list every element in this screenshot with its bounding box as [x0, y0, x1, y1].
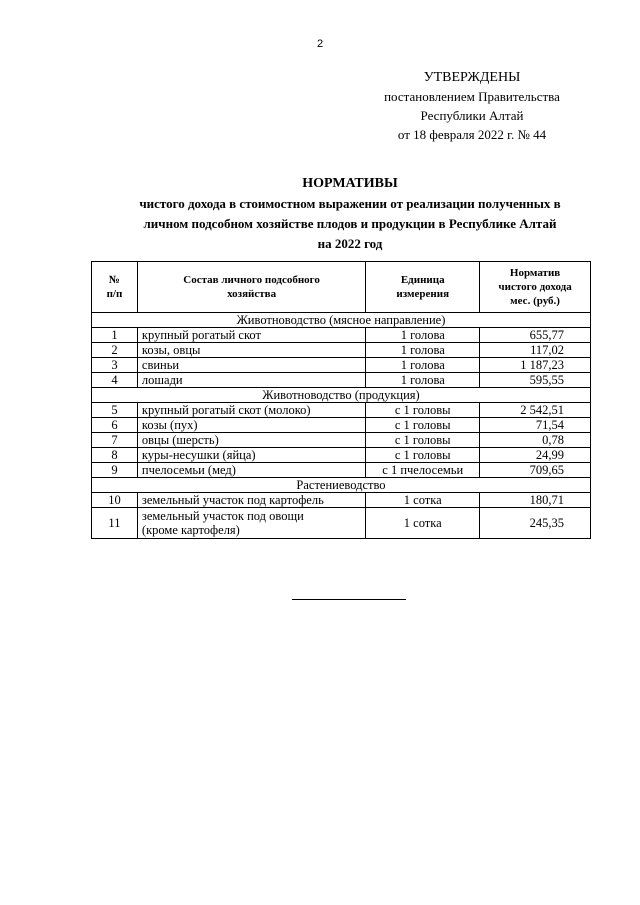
row-name: крупный рогатый скот	[137, 328, 365, 343]
approval-date: от 18 февраля 2022 г. № 44	[397, 127, 547, 142]
row-name: земельный участок под картофель	[137, 493, 365, 508]
table-row	[92, 328, 591, 343]
row-number: 6	[92, 418, 138, 433]
row-unit: 1 голова	[366, 343, 480, 358]
closing-line	[292, 599, 406, 600]
row-unit: 1 голова	[366, 358, 480, 373]
table-row	[92, 433, 591, 448]
row-unit: с 1 головы	[366, 448, 480, 463]
section-title: Растениеводство	[92, 478, 591, 493]
title-heading: НОРМАТИВЫ	[302, 176, 398, 191]
title-line: чистого дохода в стоимостном выражении от реализации полученных в	[139, 196, 561, 211]
section-title: Животноводство (продукция)	[92, 388, 591, 403]
row-number: 4	[92, 373, 138, 388]
row-value: 709,65	[480, 463, 591, 478]
section-row	[92, 313, 591, 328]
row-value: 0,78	[480, 433, 591, 448]
document-title	[98, 174, 602, 254]
table-row	[92, 418, 591, 433]
table-row	[92, 343, 591, 358]
row-unit: с 1 головы	[366, 433, 480, 448]
header-number: № п/п	[92, 262, 138, 313]
section-row	[92, 478, 591, 493]
approval-line: Республики Алтай	[420, 108, 524, 123]
row-number: 1	[92, 328, 138, 343]
row-number: 10	[92, 493, 138, 508]
section-title: Животноводство (мясное направление)	[92, 313, 591, 328]
row-value: 117,02	[480, 343, 591, 358]
approval-heading: УТВЕРЖДЕНЫ	[423, 70, 521, 85]
title-line: личном подсобном хозяйстве плодов и продукции в Республике Алтай	[143, 216, 557, 231]
approval-block	[360, 68, 584, 144]
table-row	[92, 358, 591, 373]
table-row	[92, 493, 591, 508]
table-row	[92, 448, 591, 463]
row-value: 180,71	[480, 493, 591, 508]
row-unit: с 1 пчелосемьи	[366, 463, 480, 478]
row-value: 71,54	[480, 418, 591, 433]
header-norm: Норматив чистого дохода мес. (руб.)	[480, 262, 591, 313]
row-unit: 1 сотка	[366, 508, 480, 539]
row-name: куры-несушки (яйца)	[137, 448, 365, 463]
row-value: 1 187,23	[480, 358, 591, 373]
row-value: 24,99	[480, 448, 591, 463]
row-value: 595,55	[480, 373, 591, 388]
row-unit: с 1 головы	[366, 403, 480, 418]
row-name-line: земельный участок под овощи	[141, 509, 304, 523]
table-row	[92, 403, 591, 418]
row-value: 245,35	[480, 508, 591, 539]
row-name-line: (кроме картофеля)	[141, 523, 240, 537]
row-name: овцы (шерсть)	[137, 433, 365, 448]
row-number: 8	[92, 448, 138, 463]
row-name: пчелосемьи (мед)	[137, 463, 365, 478]
row-name: свиньи	[137, 358, 365, 373]
row-value: 2 542,51	[480, 403, 591, 418]
table-row	[92, 373, 591, 388]
header-unit: Единица измерения	[366, 262, 480, 313]
row-number: 7	[92, 433, 138, 448]
row-number: 3	[92, 358, 138, 373]
row-name: козы, овцы	[137, 343, 365, 358]
row-number: 11	[92, 508, 138, 539]
header-composition: Состав личного подсобного хозяйства	[137, 262, 365, 313]
table-row	[92, 508, 591, 539]
row-number: 5	[92, 403, 138, 418]
row-number: 2	[92, 343, 138, 358]
page-number: 2	[316, 38, 324, 50]
row-name	[137, 508, 365, 539]
row-name: лошади	[137, 373, 365, 388]
row-unit: с 1 головы	[366, 418, 480, 433]
table-row	[92, 463, 591, 478]
section-row	[92, 388, 591, 403]
row-unit: 1 сотка	[366, 493, 480, 508]
row-name: козы (пух)	[137, 418, 365, 433]
row-unit: 1 голова	[366, 373, 480, 388]
row-value: 655,77	[480, 328, 591, 343]
row-unit: 1 голова	[366, 328, 480, 343]
title-line: на 2022 год	[317, 236, 383, 251]
norms-table	[91, 261, 591, 539]
table-header-row	[92, 262, 591, 313]
approval-line: постановлением Правительства	[384, 89, 560, 104]
row-name: крупный рогатый скот (молоко)	[137, 403, 365, 418]
row-number: 9	[92, 463, 138, 478]
